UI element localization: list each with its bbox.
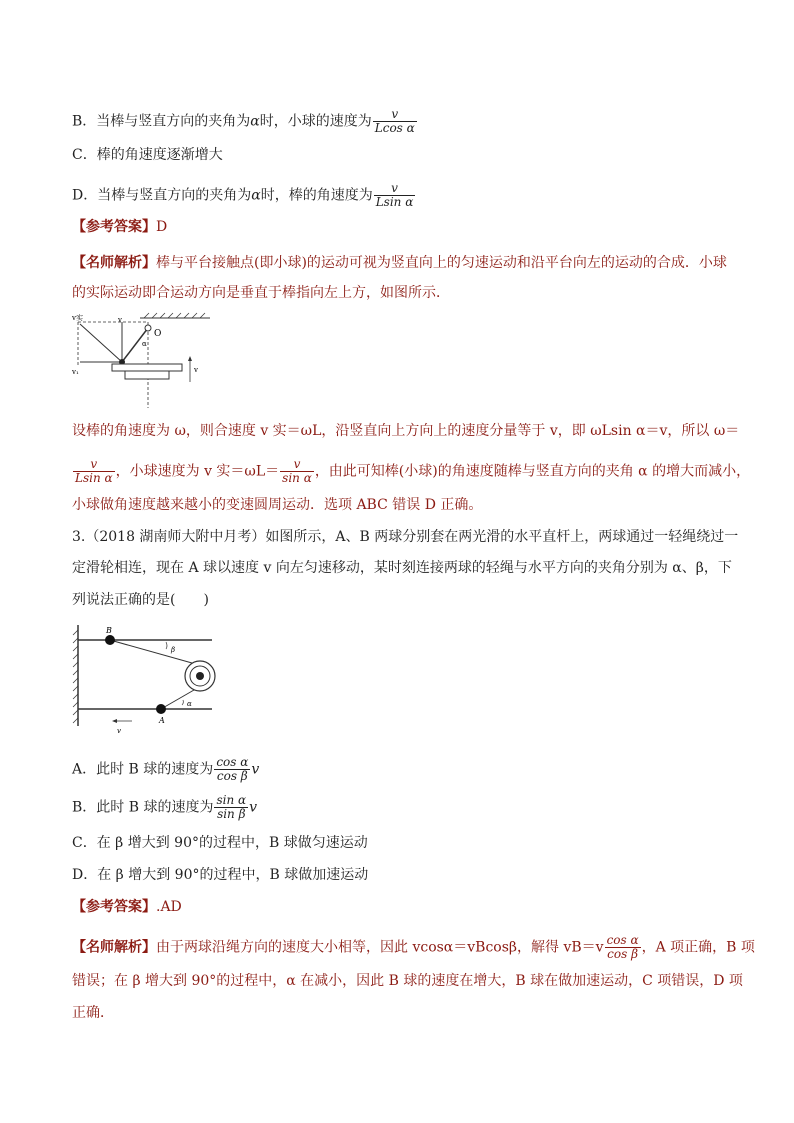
- option-d-after: 时，棒的角速度为: [260, 187, 373, 204]
- option-a-suffix: v: [251, 761, 260, 778]
- fraction-denominator: sin α: [282, 471, 312, 485]
- explanation-text: 棒与平台接触点(即小球)的运动可视为竖直向上的匀速运动和沿平台向左的运动的合成．小球: [156, 255, 727, 271]
- explanation-2-line-2: [72, 972, 743, 990]
- fraction: [280, 458, 314, 485]
- question-text: 列说法正确的是( ): [72, 592, 209, 608]
- label-alpha: α: [187, 700, 192, 708]
- fraction-numerator: v: [280, 458, 314, 472]
- fraction-numerator: v: [73, 458, 115, 472]
- answer-tag: 【参考答案】: [72, 219, 156, 235]
- option-d-text: D．当棒与竖直方向的夹角为: [72, 187, 252, 204]
- option-b: [72, 108, 418, 135]
- fraction-numerator: sin α: [216, 793, 247, 807]
- option-b-suffix: v: [249, 799, 258, 816]
- explanation-text: 正确．: [72, 1005, 114, 1021]
- explanation-tag: 【名师解析】: [72, 255, 156, 271]
- fraction: [214, 756, 250, 783]
- option-c-text: C．在 β 增大到 90°的过程中，B 球做匀速运动: [72, 835, 368, 851]
- label-v: v: [117, 727, 121, 735]
- fraction-denominator: Lsin α: [75, 471, 113, 485]
- label-v1: v₁: [72, 368, 79, 376]
- answer-value: D: [156, 219, 168, 235]
- fraction-numerator: v: [374, 182, 416, 196]
- explanation-1-line-3: [72, 422, 739, 440]
- explanation-text: ，小球速度为 v 实＝ωL＝: [115, 463, 280, 480]
- explanation-2-line-1: [72, 934, 755, 961]
- fraction-denominator: cos β: [216, 769, 248, 783]
- option-d-text: D．在 β 增大到 90°的过程中，B 球做加速运动: [72, 867, 369, 883]
- explanation-text: ，由此可知棒(小球)的角速度随棒与竖直方向的夹角 α 的增大而减小，: [314, 463, 751, 480]
- explanation-text: ，A 项正确，B 项: [641, 939, 755, 956]
- explanation-1-line-4: [72, 458, 750, 485]
- alpha-symbol: α: [250, 113, 260, 130]
- fraction-numerator: v: [373, 108, 417, 122]
- label-O: O: [154, 329, 162, 339]
- fraction: [374, 182, 416, 209]
- fraction: [214, 794, 248, 821]
- pulley-diagram: [70, 620, 220, 740]
- explanation-1-line-5: [72, 496, 482, 514]
- explanation-text: 设棒的角速度为 ω，则合速度 v 实＝ωL，沿竖直向上方向上的速度分量等于 v，即 ωLsin α＝v，所以 ω＝: [72, 423, 740, 439]
- option-d: [72, 182, 416, 209]
- q3-option-d: [72, 866, 368, 884]
- label-v: v: [118, 316, 122, 324]
- explanation-1-line-2: [72, 284, 450, 302]
- fraction: [373, 108, 417, 135]
- fraction-numerator: cos α: [606, 933, 639, 947]
- explanation-text: 错误；在 β 增大到 90°的过程中，α 在减小，因此 B 球的速度在增大，B 球在做加速运动，C 项错误，D 项: [72, 973, 743, 989]
- explanation-text: 小球做角速度越来越小的变速圆周运动．选项 ABC 错误 D 正确。: [72, 497, 483, 513]
- question-text: 定滑轮相连，现在 A 球以速度 v 向左匀速移动，某时刻连接两球的轻绳与水平方向的夹角分别为 α、β，下: [72, 560, 732, 576]
- q3-option-a: [72, 756, 259, 783]
- option-b-text: B．当棒与竖直方向的夹角为: [72, 113, 251, 130]
- fraction: [605, 934, 641, 961]
- question-text: 3.（2018 湖南师大附中月考）如图所示，A、B 两球分别套在两光滑的水平直杆上，两球通过一轻绳绕过一: [72, 529, 739, 545]
- q3-option-b: [72, 794, 257, 821]
- label-v-right: v: [194, 366, 198, 374]
- explanation-text: 的实际运动即合运动方向是垂直于棒指向左上方，如图所示．: [72, 285, 450, 301]
- label-A: A: [159, 716, 165, 725]
- answer-value: .AD: [156, 899, 182, 915]
- fraction-numerator: cos α: [216, 755, 249, 769]
- label-B: B: [106, 626, 112, 635]
- fraction: [73, 458, 115, 485]
- answer-tag: 【参考答案】: [72, 899, 156, 915]
- label-v-actual: v实: [72, 314, 83, 322]
- answer-1: [72, 218, 167, 236]
- question-3-line-1: [72, 528, 738, 546]
- explanation-tag: 【名师解析】: [72, 939, 156, 956]
- question-3-line-3: [72, 591, 209, 609]
- fraction-denominator: Lsin α: [375, 195, 414, 209]
- q3-option-c: [72, 834, 368, 852]
- answer-2: [72, 898, 182, 916]
- option-c: [72, 146, 223, 164]
- fraction-denominator: Lcos α: [374, 121, 415, 135]
- label-beta: β: [171, 646, 176, 654]
- explanation-2-line-3: [72, 1004, 114, 1022]
- explanation-text: 由于两球沿绳方向的速度大小相等，因此 vcosα＝vBcosβ，解得 vB＝v: [156, 939, 604, 956]
- label-alpha: α: [142, 340, 147, 348]
- option-b-after: 时，小球的速度为: [259, 113, 372, 130]
- fraction-denominator: sin β: [217, 807, 246, 821]
- option-b-text: B．此时 B 球的速度为: [72, 799, 214, 816]
- alpha-symbol: α: [251, 187, 261, 204]
- question-3-line-2: [72, 559, 732, 577]
- fraction-denominator: cos β: [607, 947, 639, 961]
- explanation-1-line-1: [72, 254, 727, 272]
- option-c-text: C．棒的角速度逐渐增大: [72, 147, 223, 163]
- rod-velocity-diagram: [70, 310, 220, 410]
- option-a-text: A．此时 B 球的速度为: [72, 761, 214, 778]
